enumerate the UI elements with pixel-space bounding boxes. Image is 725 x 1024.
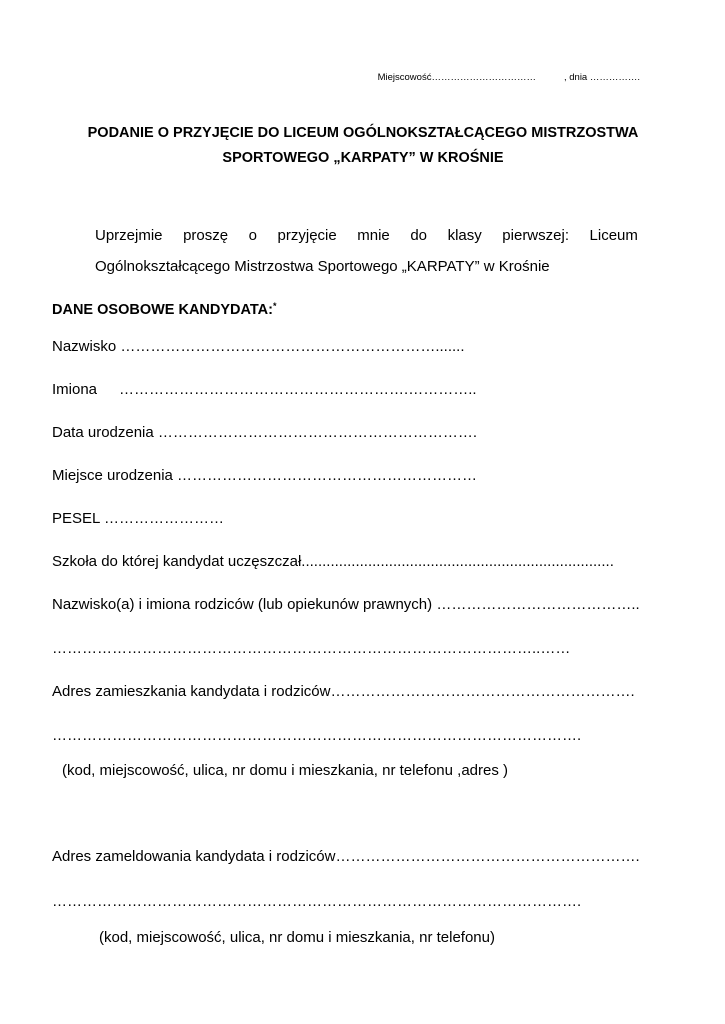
intro-word: o xyxy=(248,227,257,244)
parents-names-field[interactable]: Nazwisko(a) i imiona rodziców (lub opiekunów prawnych) ………………………………….. xyxy=(52,596,640,613)
first-names-field[interactable] xyxy=(52,381,477,399)
section-heading xyxy=(52,301,277,319)
intro-line-2: Ogólnokształcącego Mistrzostwa Sportowego „KARPATY” w Krośnie xyxy=(95,258,550,275)
intro-word: do xyxy=(410,227,428,244)
date-field: , dnia ……………. xyxy=(563,72,640,83)
registration-address-hint: (kod, miejscowość, ulica, nr domu i mieszkania, nr telefonu) xyxy=(99,929,495,946)
school-field[interactable]: Szkoła do której kandydat uczęszczał........................................................................... xyxy=(52,553,614,570)
intro-word: Liceum xyxy=(589,227,638,244)
residence-address-field[interactable]: Adres zamieszkania kandydata i rodziców……………………………………………………. xyxy=(52,683,635,700)
title-line-1: PODANIE O PRZYJĘCIE DO LICEUM OGÓLNOKSZTAŁCĄCEGO MISTRZOSTWA xyxy=(87,125,639,141)
intro-word: przyjęcie xyxy=(277,227,337,244)
intro-word: proszę xyxy=(183,227,229,244)
intro-paragraph xyxy=(95,227,638,276)
footnote-marker: * xyxy=(272,301,277,311)
first-names-dots: ………………………………………………….………….. xyxy=(119,381,477,398)
residence-address-continuation[interactable]: ……………………………………………………………………………………………. xyxy=(52,727,582,744)
document-title xyxy=(52,121,674,171)
first-names-label: Imiona xyxy=(52,381,98,398)
registration-address-continuation[interactable]: ……………………………………………………………………………………………. xyxy=(52,893,582,910)
place-field: Miejscowość…………………………… xyxy=(377,72,536,83)
section-heading-text: DANE OSOBOWE KANDYDATA: xyxy=(52,302,273,318)
intro-word: Uprzejmie xyxy=(95,227,163,244)
pesel-field[interactable]: PESEL …………………… xyxy=(52,510,224,527)
parents-names-continuation[interactable]: ……………………………………………………………………………………..…… xyxy=(52,640,571,657)
intro-line-1 xyxy=(95,227,638,245)
place-date-line xyxy=(0,72,640,84)
title-line-2: SPORTOWEGO „KARPATY” W KROŚNIE xyxy=(222,150,504,166)
intro-word: mnie xyxy=(357,227,390,244)
registration-address-field[interactable]: Adres zameldowania kandydata i rodziców……………………………………………………. xyxy=(52,848,640,865)
birth-date-field[interactable]: Data urodzenia ………………………………………………………. xyxy=(52,424,478,441)
residence-address-hint: (kod, miejscowość, ulica, nr domu i mieszkania, nr telefonu ,adres ) xyxy=(62,762,509,779)
surname-field[interactable]: Nazwisko ………………………………………………………....... xyxy=(52,338,465,355)
birth-place-field[interactable]: Miejsce urodzenia …………………………………………………… xyxy=(52,467,478,484)
intro-word: pierwszej: xyxy=(502,227,569,244)
intro-word: klasy xyxy=(447,227,482,244)
